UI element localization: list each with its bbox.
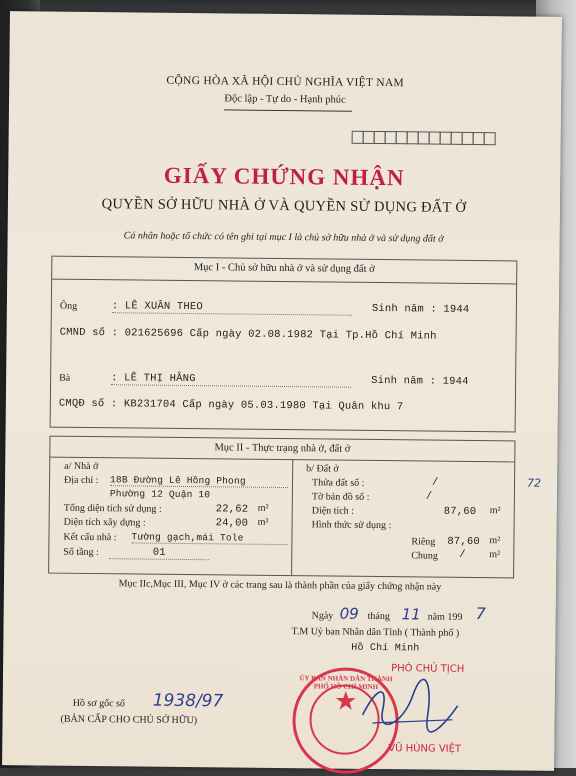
owner2-title: Bà xyxy=(59,372,71,384)
date-year-label: năm 199 xyxy=(427,611,463,623)
motto: Độc lập - Tự do - Hạnh phúc xyxy=(224,93,346,106)
map-label: Tờ bản đồ số : xyxy=(311,491,370,503)
divider xyxy=(50,457,514,463)
copy-note: (BẢN CẤP CHO CHỦ SỞ HỮU) xyxy=(60,713,198,727)
signature xyxy=(352,675,463,736)
usage-label: Hình thức sử dụng : xyxy=(311,519,392,532)
margin-note: 72 xyxy=(526,476,542,490)
date-month: 11 xyxy=(401,605,421,624)
serial-boxes xyxy=(353,131,496,145)
total-area-value: 22,62 xyxy=(215,503,249,516)
total-area-label: Tổng diện tích sử dụng : xyxy=(63,502,162,515)
address-line-2: Phường 12 Quận 10 xyxy=(109,488,211,501)
structure-value: Tường gạch,mái Tole xyxy=(131,531,287,545)
private-value: 87,60 xyxy=(447,535,481,549)
authority: T.M Uỷ ban Nhân dân Tỉnh ( Thành phố ) xyxy=(291,626,460,639)
shared-label: Chung xyxy=(411,550,439,562)
owner1-title: Ông xyxy=(59,300,78,312)
section-2-box xyxy=(48,436,515,579)
intro-text: Cá nhân hoặc tổ chức có tên ghi tại mục I là chủ sở hữu nhà ở và sử dụng đất ở xyxy=(123,230,444,245)
column-divider xyxy=(291,459,293,575)
section-2-heading: Mục II - Thực trạng nhà ở, đất ở xyxy=(214,442,351,455)
total-area-unit: m² xyxy=(257,502,269,514)
footnote: Mục IIc,Mục III, Mục IV ở các trang sau là thành phần của giấy chứng nhận này xyxy=(118,578,442,593)
built-area-label: Diện tích xây dựng : xyxy=(63,516,146,529)
record-label: Hồ sơ gốc số xyxy=(72,697,126,710)
certificate-subtitle: QUYỀN SỞ HỮU NHÀ Ở VÀ QUYỀN SỬ DỤNG ĐẤT Ở xyxy=(101,196,467,216)
floors-value: 01 xyxy=(109,546,209,560)
signer-title: PHÓ CHỦ TỊCH xyxy=(391,663,465,675)
star-emblem-icon: ★ xyxy=(333,686,358,716)
date-month-label: tháng xyxy=(367,610,390,623)
owner1-name: : LÊ XUÂN THEO xyxy=(112,300,352,316)
owner2-name: : LÊ THỊ HẰNG xyxy=(111,372,351,388)
land-area-label: Diện tích : xyxy=(311,505,355,517)
address-label: Địa chỉ : xyxy=(63,474,99,487)
owner1-birth: Sinh năm : 1944 xyxy=(371,302,470,316)
land-area-unit: m² xyxy=(489,505,501,517)
owner1-id: CMND số : 021625696 Cấp ngày 02.08.1982 Tại Tp.Hồ Chí Minh xyxy=(59,326,437,343)
city: Hồ Chí Minh xyxy=(351,642,420,655)
date-day: 09 xyxy=(339,604,359,623)
house-heading: a/ Nhà ở xyxy=(64,460,99,473)
shared-unit: m² xyxy=(489,549,501,561)
map-value: / xyxy=(425,490,433,503)
nation-header: CỘNG HÒA XÃ HỘI CHỦ NGHĨA VIỆT NAM xyxy=(166,74,405,90)
structure-label: Kết cấu nhà : xyxy=(63,531,117,544)
private-unit: m² xyxy=(489,535,501,547)
address-line-1: 18B Đường Lê Hồng Phong xyxy=(110,474,288,488)
owner2-id: CMQĐ số : KB231704 Cấp ngày 05.03.1980 Tại Quân khu 7 xyxy=(58,397,404,414)
signer-name: VŨ HÙNG VIỆT xyxy=(388,743,462,755)
built-area-value: 24,00 xyxy=(215,517,249,530)
seal-text: ỦY BAN NHÂN DÂN THÀNH PHỐ HỒ CHÍ MINH xyxy=(299,674,393,692)
section-1-heading: Mục I - Chủ sở hữu nhà ở và sử dụng đất ở xyxy=(193,262,375,275)
built-area-unit: m² xyxy=(257,516,269,528)
section-1-box xyxy=(50,256,518,433)
land-area-value: 87,60 xyxy=(443,505,477,519)
parcel-value: / xyxy=(431,476,439,489)
divider xyxy=(52,279,516,285)
floors-label: Số tầng : xyxy=(63,546,99,559)
date-day-label: Ngày xyxy=(311,610,334,622)
private-label: Riêng xyxy=(411,536,436,548)
parcel-label: Thửa đất số : xyxy=(311,477,365,489)
owner2-birth: Sinh năm : 1944 xyxy=(371,374,469,388)
record-number: 1938/97 xyxy=(152,690,224,712)
certificate-document xyxy=(2,11,562,771)
date-year: 7 xyxy=(475,604,486,624)
motto-underline xyxy=(224,109,352,111)
certificate-title: GIẤY CHỨNG NHẬN xyxy=(163,162,405,191)
shared-value: / xyxy=(459,548,466,561)
land-heading: b/ Đất ở xyxy=(306,463,339,475)
